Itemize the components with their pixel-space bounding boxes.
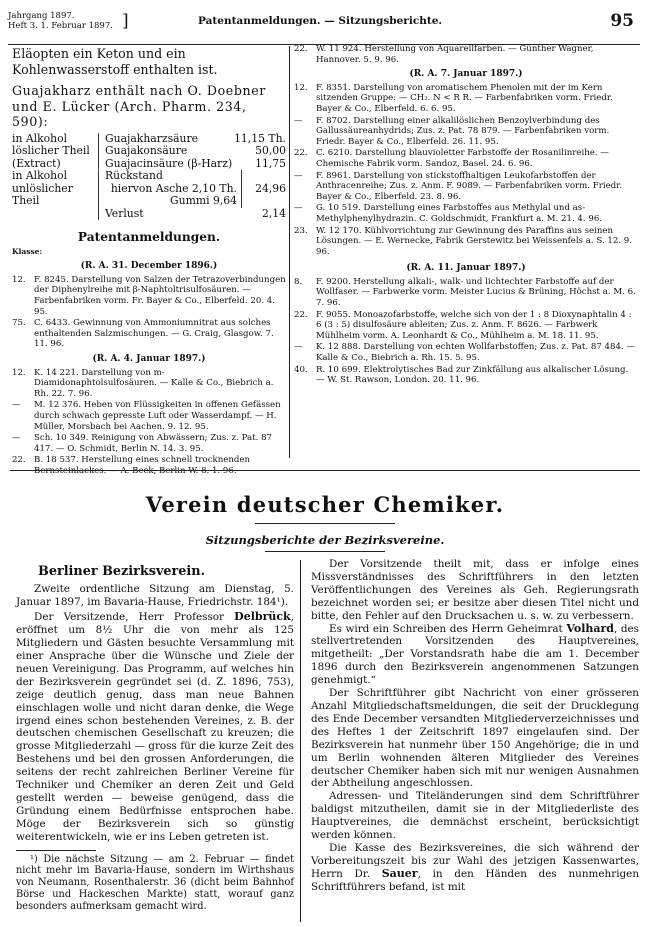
section-date: (R. A. 11. Januar 1897.)	[406, 263, 526, 274]
patent-text: F. 8961. Darstellung von stickstoffhaltigen Leukofarbstoffen der Anthracenreihe; Zus. z. Anm. F. 9089. — Farbenfabriken vorm. Friedr. Bayer & Co., Elberfeld. 23. 8. 96.	[316, 170, 623, 202]
class-number: 12.	[294, 82, 308, 93]
class-number: —	[294, 115, 303, 126]
text-run: , in den Händen des nunmehrigen Schriftführers befand, ist mit	[311, 867, 640, 893]
verein-subtitle: Sitzungsberichte der Bezirksvereine.	[205, 533, 445, 547]
class-number: 22.	[12, 455, 26, 466]
row-value: 11,75	[255, 156, 286, 170]
class-number: 23.	[294, 225, 308, 236]
class-number: 12.	[12, 367, 26, 378]
patent-entry	[12, 400, 286, 432]
row-value: 11,15 Th.	[234, 131, 286, 145]
patent-text: G. 10 519. Darstellung eines Farbstoffes aus Methylal und as-Methylphenylhydrazin. C. Goldschmidt, Frankfurt a. M. 21. 4. 96.	[316, 203, 603, 224]
section-date: (R. A. 4. Januar 1897.)	[92, 353, 206, 364]
patent-entry	[12, 368, 286, 400]
patent-entry	[12, 455, 286, 476]
row-name: Guajakonsäure	[105, 144, 188, 157]
composition-row	[105, 208, 286, 221]
patent-entry	[294, 226, 638, 258]
class-number: —	[294, 342, 303, 353]
column-divider-bottom	[300, 560, 301, 922]
patent-text: C. 6433. Gewinnung von Ammoniumnitrat aus solches enthaltenden Salzmischungen. — G. Craig, Glasgow. 7. 11. 96.	[34, 318, 274, 350]
footnote: ¹) Die nächste Sitzung — am 2. Februar — findet nicht mehr im Bavaria-Hause, sondern im Wirthshaus von Neumann, Rosenthalerstr. 36 (dicht beim Bahnhof Börse und Hackeschen Markte) statt, worauf ganz besonders aufmerksam gemacht wird.	[16, 853, 294, 912]
patent-entry	[294, 342, 638, 363]
header-brace: ]	[122, 11, 129, 31]
paragraph: Der Schriftführer gibt Nachricht von einer grösseren Anzahl Mitgliedschaftsmeldungen, die seit der Drucklegung des Ende December versandten Mitgliederverzeichnisses und des Heftes 1 der Zeitschrift 1897 eingelaufen sind. Der Bezirksverein hat nunmehr über 150 Angehörige; die in und um Berlin wohnenden älteren Mitglieder des Vereines deutscher Chemiker haben sich mit nur wenigen Ausnahmen der Abtheilung angeschlossen.	[311, 687, 639, 790]
patent-entry	[12, 433, 286, 454]
chair-paragraph	[16, 609, 294, 844]
patent-entry	[12, 275, 286, 317]
patent-text: K. 12 888. Darstellung von echten Wollfarbstoffen; Zus. z. Pat. 87 484. — Kalle & Co., Biebrich a. Rh. 15. 5. 95.	[316, 342, 635, 364]
patent-entry	[294, 116, 638, 148]
left-column-bottom	[16, 558, 294, 913]
patent-text: F. 9200. Herstellung alkali-, walk- und lichtechter Farbstoffe auf der Wollfaser. — Farbwerke vorm. Meister Lucius & Brüning, Höchst a. M. 6. 7. 96.	[316, 276, 636, 309]
patent-entry	[294, 203, 638, 224]
patent-list-3	[294, 83, 638, 258]
row-value: 50,00	[255, 144, 286, 157]
class-number: 22.	[294, 44, 308, 54]
header-title: Patentanmeldungen. — Sitzungsberichte.	[198, 15, 443, 27]
gum-line: Gummi 9,64	[170, 194, 237, 207]
patent-text: C. 6210. Darstellung blauvioletter Farbstoffe der Rosanilinreihe. — Chemische Fabrik vorm. Sandoz, Basel. 24. 6. 96.	[316, 148, 609, 169]
paragraph	[311, 623, 639, 688]
paragraph-guajakharz: Guajakharz enthält nach O. Doebner und E. Lücker (Arch. Pharm. 234, 590):	[12, 83, 266, 129]
patent-text: W. 12 170. Kühlvorrichtung zur Gewinnung des Paraffins aus seinen Lösungen. — E. Wernecke, Fabrik Gerstewitz bei Weissenfels a. S. 12. 9. 96.	[316, 225, 633, 257]
patent-heading: Patentanmeldungen.	[77, 230, 221, 244]
composition-row	[105, 145, 286, 158]
right-column-top	[294, 44, 638, 387]
patent-text: F. 8351. Darstellung von aromatischem Phenolen mit der im Kern sitzenden Gruppe: — CH₂. N < R R. — Farbenfabriken vorm. Friedr. Bayer & Co., Elberfeld. 6. 6. 95.	[316, 82, 613, 114]
running-header	[8, 8, 640, 45]
brace-soluble	[98, 133, 105, 171]
text-run: Die Kasse des Bezirksvereines, die sich während der Vorbereitungszeit bis zur Wahl des jetzigen Kassenwartes, Herrn Dr.	[311, 841, 639, 880]
patent-list-1	[12, 275, 286, 350]
right-column-bottom	[311, 558, 639, 894]
meeting-paragraph: Zweite ordentliche Sitzung am Dienstag, 5. Januar 1897, im Bavaria-Hause, Friedrichstr. 184¹).	[16, 582, 294, 608]
klasse-label: Klasse:	[12, 246, 43, 256]
paragraph-elaeopten: Eläopten ein Keton und ein Kohlenwasserstoff enthalten ist.	[12, 46, 218, 77]
footnote-rule	[16, 850, 96, 851]
column-divider-top	[289, 46, 290, 458]
patent-text: F. 9055. Monoazofarbstoffe, welche sich von der 1 : 8 Dioxynaphtalin 4 : 6 (3 : 5) disulfosäure ableiten; Zus. z. Anm. F. 8626. — Farbwerk Mühlheim vorm. A. Leonhardt & Co., Mühlheim a. M. 18. 11. 95.	[316, 309, 632, 341]
person-name: Sauer	[381, 866, 418, 880]
patent-entry	[294, 277, 638, 309]
patent-list-4	[294, 277, 638, 386]
class-number: 22.	[294, 148, 308, 159]
class-number: —	[294, 203, 303, 214]
section-date: (R. A. 7. Januar 1897.)	[409, 69, 523, 80]
residue-label: Rückstand	[105, 169, 163, 182]
verein-title: Verein deutscher Chemiker.	[145, 492, 505, 517]
text-run: Es wird ein Schreiben des Herrn Geheimrat	[329, 622, 567, 635]
patent-text: F. 8245. Darstellung von Salzen der Tetrazoverbindungen der Diphenylreihe mit β-Naphtoltrisulfosäuren. — Farbenfabriken vorm. Fr. Bayer & Co., Elberfeld. 20. 4. 95.	[34, 274, 286, 317]
text-run: , des stellvertretenden Vorsitzenden des Hauptvereines, mitgetheilt: „Der Vorstandsrath habe die am 1. December 1896 durch den Bezirksverein angenommenen Satzungen genehmigt.“	[311, 622, 640, 687]
patent-text: K. 14 221. Darstellung von m-Diamidonaphtolsulfosäuren. — Kalle & Co., Biebrich a. Rh. 22. 7. 96.	[34, 367, 274, 399]
paragraph: Der Vorsitzende theilt mit, dass er infolge eines Missverständnisses des Schriftführers in den letzten Veröffentlichungen des Vereines als Geh. Regierungsrath bezeichnet worden sei; er besitze aber diesen Titel nicht und bitte, den Fehler auf den Drucksachen u. s. w. zu verbessern.	[311, 558, 639, 622]
class-number: 40.	[294, 364, 308, 375]
soluble-items	[105, 133, 286, 171]
class-number: 8.	[294, 276, 303, 287]
patent-list-2	[12, 368, 286, 477]
paragraph: Adressen- und Titeländerungen sind dem Schriftführer baldigst mitzutheilen, damit sie in der Mitgliederliste des Hauptvereines, die demnächst erscheint, berücksichtigt werden können.	[311, 790, 639, 842]
ash-line: hiervon Asche 2,10 Th.	[110, 181, 237, 195]
text-run: , eröffnet um 8½ Uhr die von mehr als 125 Mitgliedern und Gästen besuchte Versammlung mit einer Ansprache über die Wünsche und Ziele der neuen Vereinigung. Das Programm, auf welches hin der Bezirksverein gegründet sei (d. Z. 1896, 753), zeige deutlich genug, dass man neue Bahnen einschlagen wolle und nicht daran denke, die Wege irgend eines schon bestehenden Vereines, z. B. der deutschen chemischen Gesellschaft zu kreuzen; die grosse Mitgliederzahl — gross für die kurze Zeit des Bestehens und bei den grossen Anforderungen, die seitens der recht zahlreichen Berliner Vereine für Techniker und Chemiker an deren Zeit und Geld gestellt werden — beweise genügend, dass die Gründung einem Bedürfnisse entsprochen habe. Möge der Bezirksverein sich so günstig weiterentwickeln, wie er ins Leben getreten ist.	[16, 610, 294, 843]
row-name: Guajacinsäure (β-Harz)	[105, 156, 233, 170]
patent-entry	[294, 365, 638, 386]
group-label-insoluble: in Alkohol unlöslicher Theil	[12, 169, 73, 207]
section-rule	[10, 470, 640, 471]
row-name: Verlust	[105, 206, 144, 220]
class-number: 22.	[294, 309, 308, 320]
issue-info	[8, 11, 129, 31]
section-date: (R. A. 31. December 1896.)	[80, 261, 218, 272]
patent-entry	[294, 310, 638, 342]
patent-text: Sch. 10 349. Reinigung von Abwässern; Zus. z. Pat. 87 417. — O. Schmidt, Berlin N. 14. 3. 95.	[34, 433, 273, 454]
patent-text: F. 8702. Darstellung einer alkalilöslichen Benzoylverbindung des Gallussäureanhydrids; Zus. z. Pat. 78 879. — Farbenfabriken vorm. Friedr. Bayer & Co., Elberfeld. 26. 11. 95.	[316, 115, 610, 147]
residue-lines	[105, 170, 242, 208]
person-name: Delbrück	[234, 609, 291, 623]
patent-text: R. 10 699. Elektrolytisches Bad zur Zinkfällung aus alkalischer Lösung. — W. St. Rawson, London. 20. 11. 96.	[316, 364, 629, 386]
patent-text: B. 18 537. Herstellung eines schnell trocknenden	[34, 455, 250, 466]
patent-list-0	[294, 44, 638, 65]
text-run: Der Versitzende, Herr Professor	[34, 610, 235, 623]
class-number: —	[294, 170, 303, 181]
group-label-soluble: in Alkohol löslicher Theil (Extract)	[12, 131, 90, 170]
composition-group-insoluble	[12, 170, 286, 220]
class-number: 12.	[12, 274, 26, 285]
subtitle-rule	[265, 551, 385, 552]
row-name: Guajakharzsäure	[105, 131, 199, 145]
paragraph	[311, 842, 639, 894]
class-number: 75.	[12, 318, 26, 329]
residue-block	[105, 170, 286, 208]
bezirksverein-heading: Berliner Bezirksverein.	[38, 564, 206, 579]
brace-insoluble	[98, 170, 105, 220]
insoluble-items	[105, 170, 286, 220]
title-rule	[255, 523, 395, 524]
header-issue: Heft 3. 1. Februar 1897.	[8, 21, 113, 31]
patent-entry	[12, 318, 286, 350]
person-name: Volhard	[566, 621, 614, 635]
patent-entry	[294, 44, 638, 65]
patent-text: W. 11 924. Herstellung von Aquarellfarben. — Günther Wagner, Hannover. 5. 9. 96.	[316, 44, 594, 65]
patent-entry	[294, 171, 638, 203]
class-number: —	[12, 400, 21, 411]
left-column-top	[12, 44, 286, 477]
page-number: 95	[610, 11, 634, 31]
composition-group-soluble	[12, 133, 286, 171]
row-value: 2,14	[261, 206, 286, 220]
class-number: —	[12, 433, 21, 444]
patent-text: M. 12 376. Heben von Flüssigkeiten in offenen Gefässen durch schwach gepresste Luft oder Wasserdampf. — H. Müller, Morsbach bei Aachen. 9. 12. 95.	[34, 400, 281, 432]
residue-total: 24,96	[255, 181, 286, 195]
header-year: Jahrgang 1897.	[8, 11, 75, 21]
patent-entry	[294, 148, 638, 169]
patent-entry	[294, 83, 638, 115]
